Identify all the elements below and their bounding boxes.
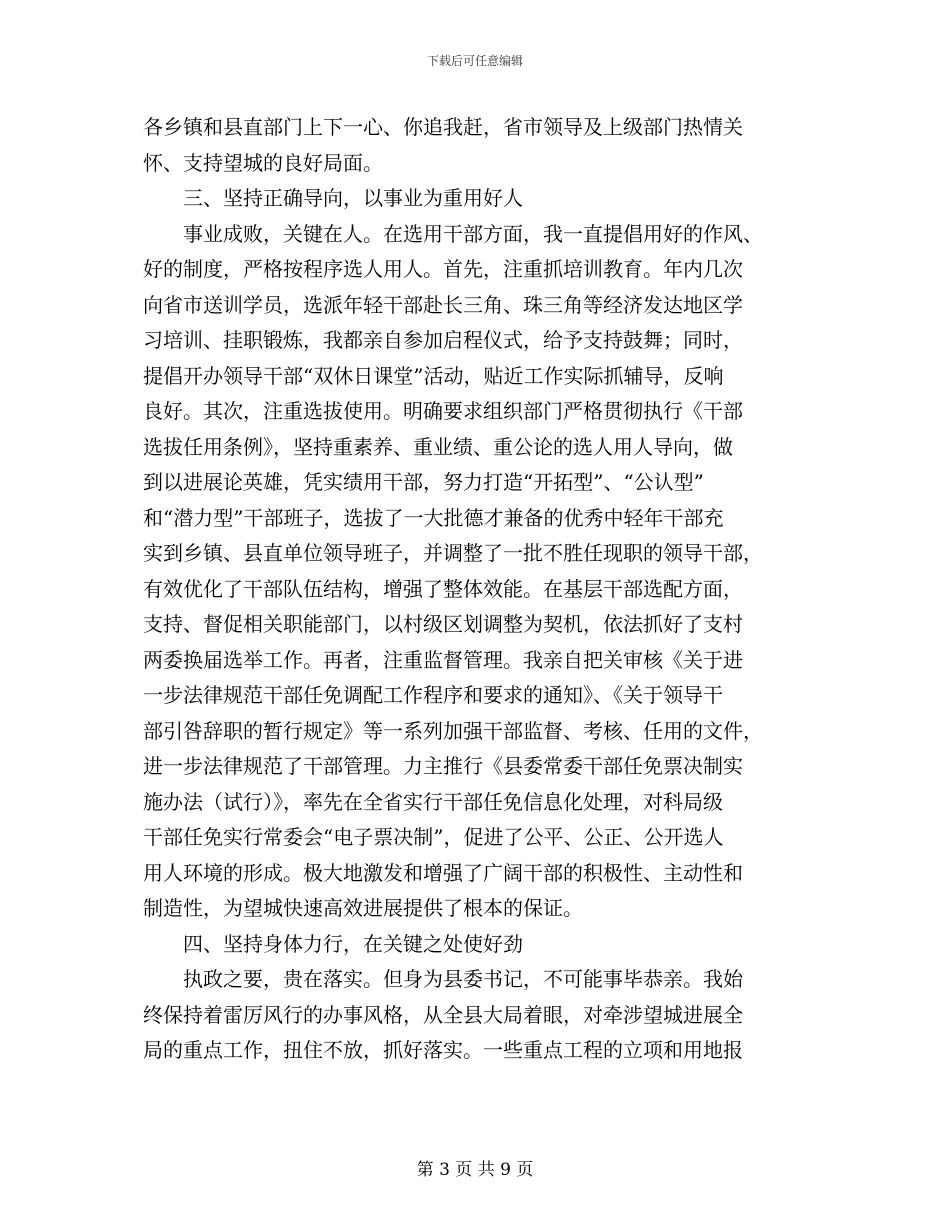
text-line: 到以进展论英雄，凭实绩用干部，努力打造“开拓型”、“公认型” [143, 470, 704, 494]
section-heading: 三、坚持正确导向，以事业为重用好人 [143, 186, 523, 210]
text-line: 事业成败，关键在人。在选用干部方面，我一直提倡用好的作风、 [143, 221, 763, 246]
text-line: 干部任免实行常委会“电子票决制”，促进了公平、公正、公开选人 [143, 825, 724, 849]
text-line: 提倡开办领导干部“双休日课堂”活动，贴近工作实际抓辅导，反响 [143, 363, 724, 388]
page-header: 下载后可任意编辑 [426, 54, 523, 68]
body-text [143, 110, 813, 1069]
text-line: 各乡镇和县直部门上下一心、你追我赶，省市领导及上级部门热情关 [143, 115, 743, 139]
text-line: 制造性，为望城快速高效进展提供了根本的保证。 [143, 896, 583, 920]
text-line: 良好。其次，注重选拔使用。明确要求组织部门严格贯彻执行《干部 [143, 399, 743, 423]
text-line: 一步法律规范干部任免调配工作程序和要求的通知》、《关于领导干 [143, 683, 723, 707]
text-line: 两委换届选举工作。再者，注重监督管理。我亲自把关审核《关于进 [143, 647, 743, 672]
text-line: 终保持着雷厉风行的办事风格，从全县大局着眼，对牵涉望城进展全 [143, 1002, 743, 1027]
text-line: 怀、支持望城的良好局面。 [143, 150, 383, 175]
text-line: 进一步法律规范了干部管理。力主推行《县委常委干部任免票决制实 [143, 754, 743, 778]
text-line: 执政之要，贵在落实。但身为县委书记，不可能事毕恭亲。我始 [143, 967, 743, 991]
text-line: 选拔任用条例》，坚持重素养、重业绩、重公论的选人用人导向，做 [143, 434, 733, 459]
text-line: 有效优化了干部队伍结构，增强了整体效能。在基层干部选配方面， [143, 576, 743, 601]
section-heading: 四、坚持身体力行，在关键之处使好劲 [143, 931, 523, 956]
text-line: 和“潜力型”干部班子，选拔了一大批德才兼备的优秀中轻年干部充 [143, 505, 724, 530]
text-line: 施办法（试行）》，率先在全省实行干部任免信息化处理，对科局级 [143, 789, 723, 814]
text-line: 支持、督促相关职能部门，以村级区划调整为契机，依法抓好了支村 [143, 612, 743, 636]
text-line: 向省市送训学员，选派年轻干部赴长三角、珠三角等经济发达地区学 [143, 292, 743, 317]
text-line: 用人环境的形成。极大地激发和增强了广阔干部的积极性、主动性和 [143, 860, 743, 885]
page-number-footer: 第 3 页 共 9 页 [416, 1160, 534, 1180]
text-line: 好的制度，严格按程序选人用人。首先，注重抓培训教育。年内几次 [143, 257, 743, 281]
text-line: 局的重点工作，扭住不放，抓好落实。一些重点工程的立项和用地报 [143, 1038, 743, 1062]
text-line: 实到乡镇、县直单位领导班子，并调整了一批不胜任现职的领导干部， [143, 541, 763, 565]
text-line: 习培训、挂职锻炼，我都亲自参加启程仪式，给予支持鼓舞；同时， [143, 328, 743, 352]
text-line: 部引咎辞职的暂行规定》等一系列加强干部监督、考核、任用的文件， [143, 718, 763, 743]
